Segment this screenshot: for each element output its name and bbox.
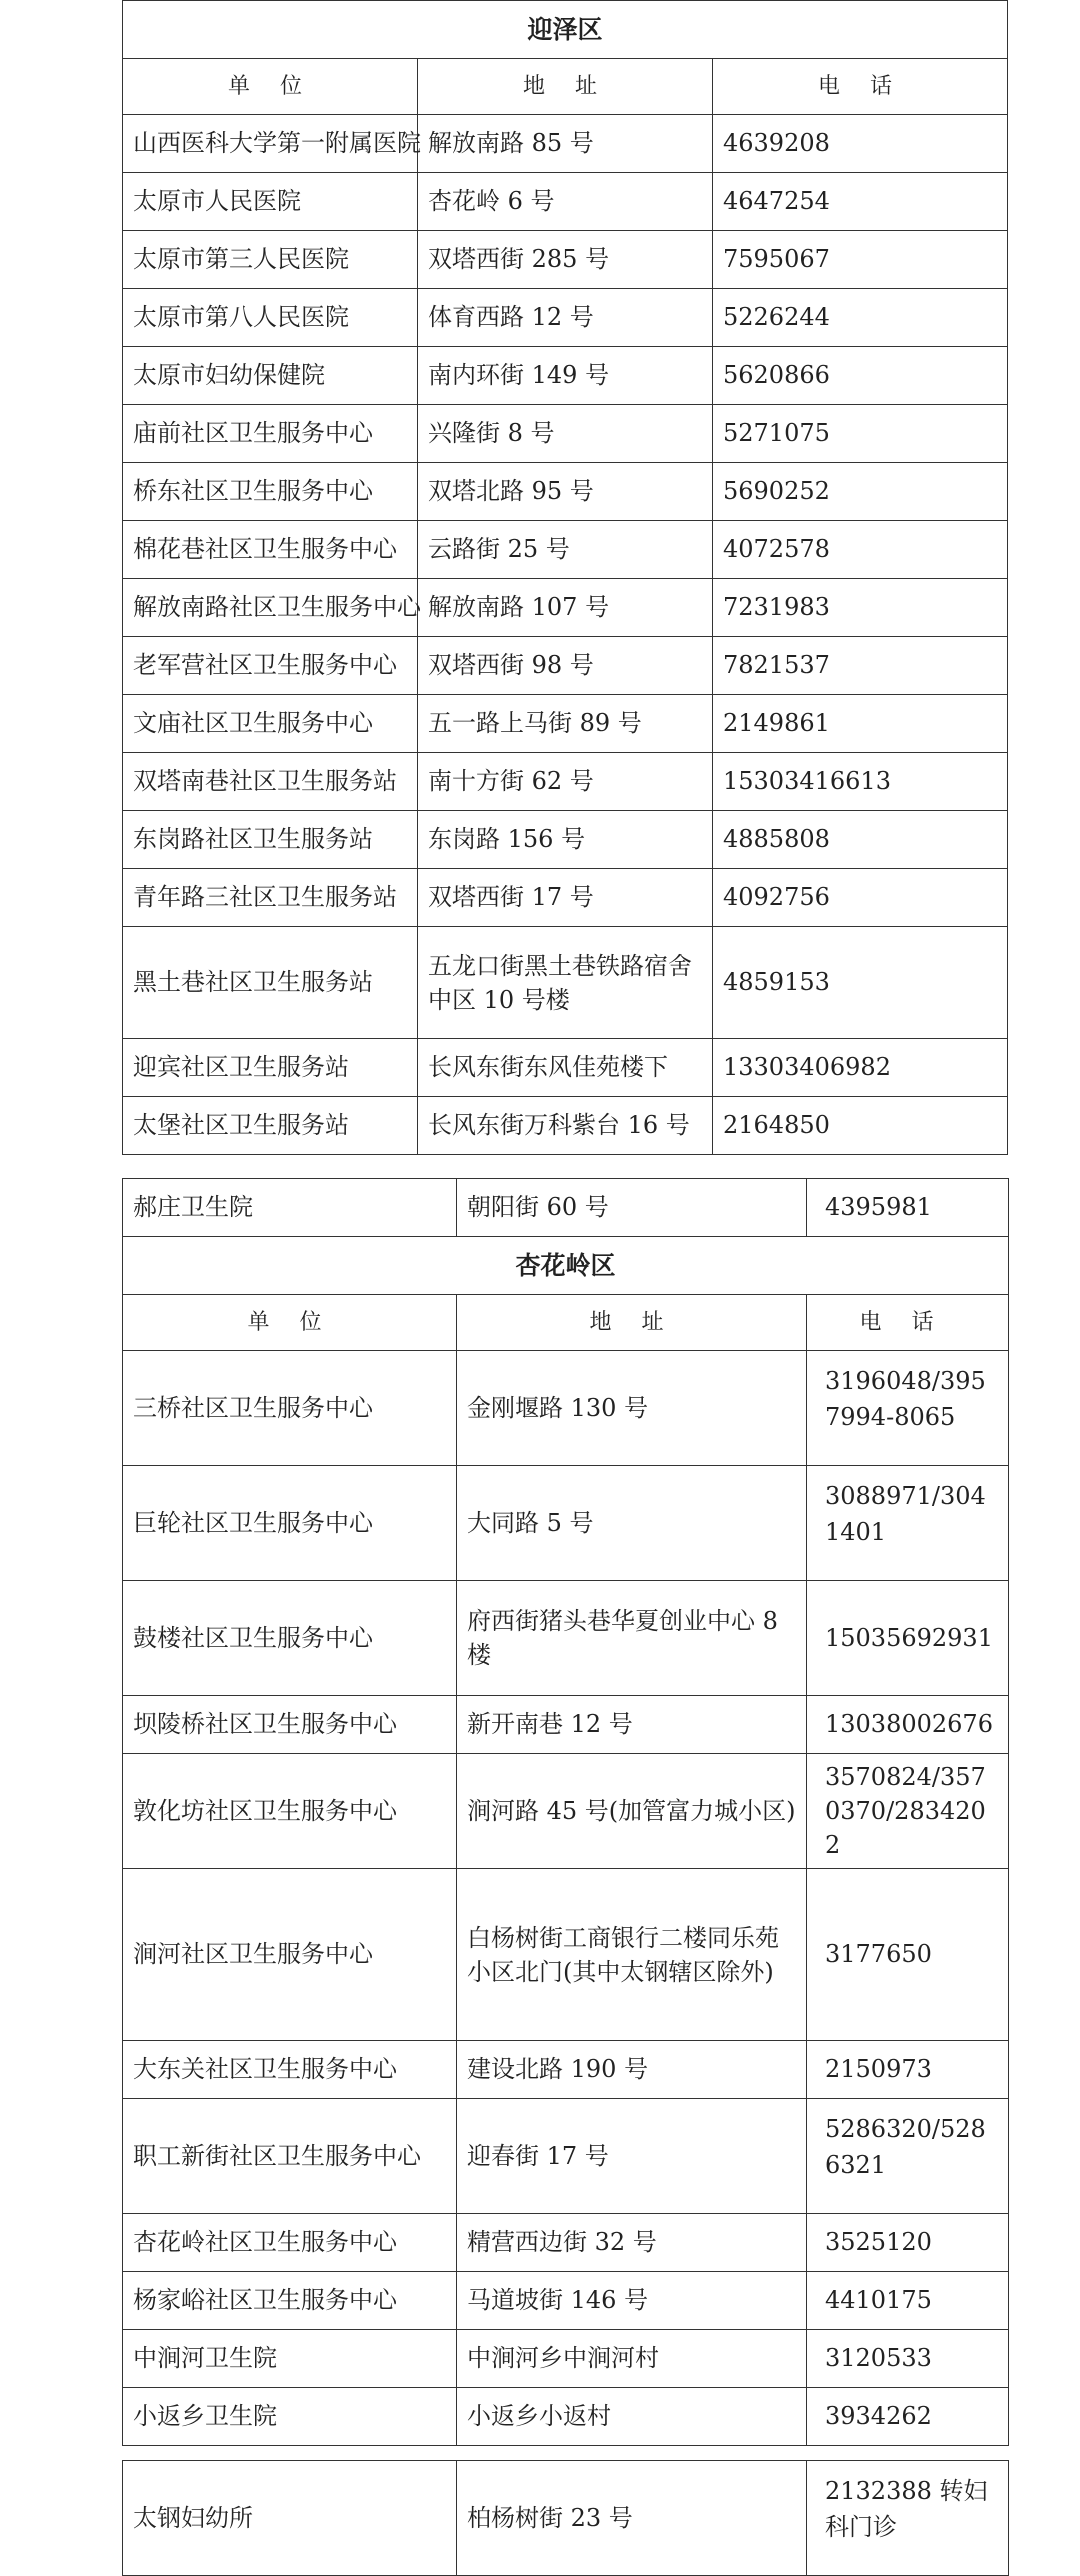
address-cell: 五龙口街黑土巷铁路宿舍中区 10 号楼: [418, 927, 713, 1039]
yingze-district-table: [122, 0, 1008, 1155]
table-row: [123, 1039, 1008, 1097]
district-title: 杏花岭区: [123, 1237, 1009, 1295]
phone-cell: 3934262: [807, 2388, 1009, 2446]
unit-cell: 山西医科大学第一附属医院: [123, 115, 418, 173]
table-row: [123, 579, 1008, 637]
address-cell: 五一路上马街 89 号: [418, 695, 713, 753]
unit-cell: 解放南路社区卫生服务中心: [123, 579, 418, 637]
address-cell: 解放南路 85 号: [418, 115, 713, 173]
phone-cell: 3570824/3570370/2834202: [807, 1754, 1009, 1869]
unit-cell: 太原市第三人民医院: [123, 231, 418, 289]
table-row: [123, 1179, 1009, 1237]
phone-cell: 15303416613: [713, 753, 1008, 811]
phone-cell: 5690252: [713, 463, 1008, 521]
address-cell: 南十方街 62 号: [418, 753, 713, 811]
header-address: 地址: [418, 59, 713, 115]
address-cell: 双塔西街 285 号: [418, 231, 713, 289]
address-cell: 解放南路 107 号: [418, 579, 713, 637]
unit-cell: 迎宾社区卫生服务站: [123, 1039, 418, 1097]
continuation-table: [122, 2460, 1009, 2576]
phone-cell: 13038002676: [807, 1696, 1009, 1754]
address-cell: 小返乡小返村: [457, 2388, 807, 2446]
phone-cell: 4410175: [807, 2272, 1009, 2330]
address-cell: 双塔北路 95 号: [418, 463, 713, 521]
address-cell: 涧河路 45 号(加管富力城小区): [457, 1754, 807, 1869]
address-cell: 双塔西街 98 号: [418, 637, 713, 695]
phone-cell: 13303406982: [713, 1039, 1008, 1097]
unit-cell: 太堡社区卫生服务站: [123, 1097, 418, 1155]
address-cell: 云路街 25 号: [418, 521, 713, 579]
unit-cell: 杏花岭社区卫生服务中心: [123, 2214, 457, 2272]
phone-cell: 5286320/5286321: [807, 2099, 1009, 2214]
phone-cell: 2132388 转妇科门诊: [807, 2461, 1009, 2576]
address-cell: 精营西边街 32 号: [457, 2214, 807, 2272]
address-cell: 金刚堰路 130 号: [457, 1351, 807, 1466]
phone-cell: 3525120: [807, 2214, 1009, 2272]
unit-cell: 郝庄卫生院: [123, 1179, 457, 1237]
unit-cell: 小返乡卫生院: [123, 2388, 457, 2446]
unit-cell: 庙前社区卫生服务中心: [123, 405, 418, 463]
phone-cell: 5226244: [713, 289, 1008, 347]
table-row: [123, 1351, 1009, 1466]
phone-cell: 3196048/3957994-8065: [807, 1351, 1009, 1466]
table-row: [123, 811, 1008, 869]
address-cell: 新开南巷 12 号: [457, 1696, 807, 1754]
unit-cell: 鼓楼社区卫生服务中心: [123, 1581, 457, 1696]
address-cell: 中涧河乡中涧河村: [457, 2330, 807, 2388]
address-cell: 体育西路 12 号: [418, 289, 713, 347]
phone-cell: 4647254: [713, 173, 1008, 231]
phone-cell: 5620866: [713, 347, 1008, 405]
table-row: [123, 2388, 1009, 2446]
phone-cell: 4072578: [713, 521, 1008, 579]
unit-cell: 太原市第八人民医院: [123, 289, 418, 347]
table-row: [123, 2041, 1009, 2099]
phone-cell: 3177650: [807, 1869, 1009, 2041]
address-cell: 府西街猪头巷华夏创业中心 8 楼: [457, 1581, 807, 1696]
table-row: [123, 2330, 1009, 2388]
unit-cell: 职工新街社区卫生服务中心: [123, 2099, 457, 2214]
phone-cell: 2150973: [807, 2041, 1009, 2099]
phone-cell: 5271075: [713, 405, 1008, 463]
address-cell: 南内环街 149 号: [418, 347, 713, 405]
address-cell: 建设北路 190 号: [457, 2041, 807, 2099]
unit-cell: 坝陵桥社区卫生服务中心: [123, 1696, 457, 1754]
address-cell: 马道坡街 146 号: [457, 2272, 807, 2330]
table-row: [123, 927, 1008, 1039]
xinghualing-district-table: [122, 1178, 1009, 2446]
address-cell: 迎春街 17 号: [457, 2099, 807, 2214]
table-row: [123, 405, 1008, 463]
table-row: [123, 2214, 1009, 2272]
table-row: [123, 1869, 1009, 2041]
address-cell: 朝阳街 60 号: [457, 1179, 807, 1237]
unit-cell: 太原市人民医院: [123, 173, 418, 231]
phone-cell: 7231983: [713, 579, 1008, 637]
phone-cell: 2164850: [713, 1097, 1008, 1155]
header-address: 地址: [457, 1295, 807, 1351]
table-row: [123, 695, 1008, 753]
header-unit: 单位: [123, 1295, 457, 1351]
address-cell: 东岗路 156 号: [418, 811, 713, 869]
table-row: [123, 2099, 1009, 2214]
unit-cell: 敦化坊社区卫生服务中心: [123, 1754, 457, 1869]
table-row: [123, 115, 1008, 173]
unit-cell: 三桥社区卫生服务中心: [123, 1351, 457, 1466]
unit-cell: 东岗路社区卫生服务站: [123, 811, 418, 869]
phone-cell: 3120533: [807, 2330, 1009, 2388]
phone-cell: 2149861: [713, 695, 1008, 753]
phone-cell: 7821537: [713, 637, 1008, 695]
table-row: [123, 173, 1008, 231]
header-phone: 电话: [807, 1295, 1009, 1351]
address-cell: 长风东街东风佳苑楼下: [418, 1039, 713, 1097]
phone-cell: 4395981: [807, 1179, 1009, 1237]
unit-cell: 太钢妇幼所: [123, 2461, 457, 2576]
phone-cell: 4885808: [713, 811, 1008, 869]
unit-cell: 黑土巷社区卫生服务站: [123, 927, 418, 1039]
unit-cell: 太原市妇幼保健院: [123, 347, 418, 405]
table-row: [123, 1466, 1009, 1581]
phone-cell: 4639208: [713, 115, 1008, 173]
unit-cell: 桥东社区卫生服务中心: [123, 463, 418, 521]
table-row: [123, 2461, 1009, 2576]
unit-cell: 中涧河卫生院: [123, 2330, 457, 2388]
header-phone: 电话: [713, 59, 1008, 115]
phone-cell: 3088971/3041401: [807, 1466, 1009, 1581]
table-row: [123, 1754, 1009, 1869]
address-cell: 双塔西街 17 号: [418, 869, 713, 927]
unit-cell: 大东关社区卫生服务中心: [123, 2041, 457, 2099]
table-row: [123, 289, 1008, 347]
table-row: [123, 463, 1008, 521]
unit-cell: 涧河社区卫生服务中心: [123, 1869, 457, 2041]
table-row: [123, 753, 1008, 811]
address-cell: 大同路 5 号: [457, 1466, 807, 1581]
district-title: 迎泽区: [123, 1, 1008, 59]
unit-cell: 棉花巷社区卫生服务中心: [123, 521, 418, 579]
table-row: [123, 637, 1008, 695]
phone-cell: 4859153: [713, 927, 1008, 1039]
table-row: [123, 521, 1008, 579]
unit-cell: 双塔南巷社区卫生服务站: [123, 753, 418, 811]
unit-cell: 杨家峪社区卫生服务中心: [123, 2272, 457, 2330]
phone-cell: 15035692931: [807, 1581, 1009, 1696]
unit-cell: 巨轮社区卫生服务中心: [123, 1466, 457, 1581]
address-cell: 柏杨树街 23 号: [457, 2461, 807, 2576]
address-cell: 兴隆街 8 号: [418, 405, 713, 463]
phone-cell: 4092756: [713, 869, 1008, 927]
table-row: [123, 2272, 1009, 2330]
unit-cell: 文庙社区卫生服务中心: [123, 695, 418, 753]
table-row: [123, 869, 1008, 927]
table-row: [123, 347, 1008, 405]
table-row: [123, 1581, 1009, 1696]
address-cell: 长风东街万科紫台 16 号: [418, 1097, 713, 1155]
unit-cell: 老军营社区卫生服务中心: [123, 637, 418, 695]
phone-cell: 7595067: [713, 231, 1008, 289]
header-unit: 单位: [123, 59, 418, 115]
address-cell: 杏花岭 6 号: [418, 173, 713, 231]
table-row: [123, 1696, 1009, 1754]
unit-cell: 青年路三社区卫生服务站: [123, 869, 418, 927]
address-cell: 白杨树街工商银行二楼同乐苑小区北门(其中太钢辖区除外): [457, 1869, 807, 2041]
table-row: [123, 1097, 1008, 1155]
table-row: [123, 231, 1008, 289]
